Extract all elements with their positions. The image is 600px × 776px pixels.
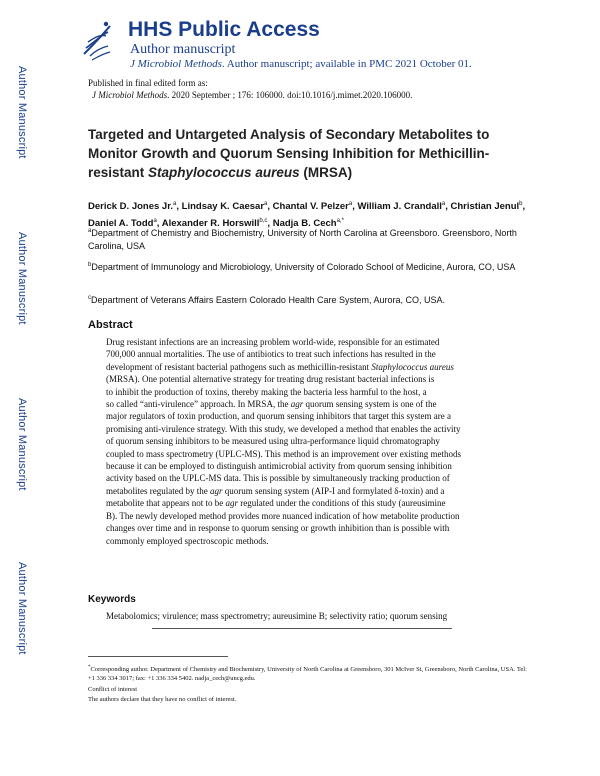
author-name: Derick D. Jones Jr.$^a$ bbox=[88, 201, 177, 213]
hhs-public-access-title: HHS Public Access bbox=[128, 18, 320, 41]
footnote-divider bbox=[88, 656, 228, 657]
keywords-list: Metabolomics; virulence; mass spectrometry; aureusimine B; selectivity ratio; quorum sensing bbox=[106, 611, 448, 621]
author-name: Chantal V. Pelzer$^a$ bbox=[272, 201, 353, 213]
corresponding-author-note: *Corresponding author. Department of Chemistry and Biochemistry, University of North Carolina at Greensboro, 301 McIver St, Greensboro, North Carolina, USA. Tel: +1 336 334 3017; fax: +1 336 334 5402. nadja_cech@uncg.edu. bbox=[88, 665, 527, 682]
abstract-line: to inhibit the production of toxins, thereby making the bacteria less harmful to the host, a bbox=[106, 386, 427, 397]
abstract-line: 700,000 annual mortalities. The use of antibiotics to treat such infections has resulted in the bbox=[106, 349, 436, 360]
citation-journal: J Microbiol Methods bbox=[92, 90, 168, 100]
abstract-body bbox=[106, 336, 498, 547]
citation-line bbox=[92, 90, 412, 100]
abstract-line: Drug resistant infections are an increasing problem world-wide, responsible for an estimated bbox=[106, 337, 440, 347]
article-title-species: Staphylococcus aureus bbox=[148, 165, 300, 180]
author-manuscript-subtitle: Author manuscript bbox=[130, 42, 236, 57]
journal-availability-text: . Author manuscript; available in PMC 2021 October 01. bbox=[221, 58, 472, 70]
author-name: Nadja B. Cech$^{a,*}$ bbox=[272, 218, 344, 230]
affiliation-c: $^c$Department of Veterans Affairs Eastern Colorado Health Care System, Aurora, CO, USA. bbox=[88, 295, 445, 305]
side-label-2: Author Manuscript bbox=[16, 232, 28, 325]
side-label-1: Author Manuscript bbox=[16, 66, 28, 159]
abstract-line: development of resistant bacterial pathogens such as methicillin-resistant Staphylococcus aureus bbox=[106, 361, 454, 372]
abstract-line: changes over time and in response to quorum sensing or growth inhibition than is possible with bbox=[106, 523, 450, 534]
hhs-eagle-logo-icon bbox=[80, 18, 114, 62]
article-title: Targeted and Untargeted Analysis of Secondary Metabolites to Monitor Growth and Quorum Sensing Inhibition for Methicillin-resistant Staphylococcus aureus (MRSA) bbox=[88, 127, 490, 180]
affiliation-b: $^b$Department of Immunology and Microbiology, University of Colorado School of Medicine, Aurora, CO, USA bbox=[88, 262, 516, 272]
journal-availability-line bbox=[130, 58, 472, 70]
affiliation-a: $^a$Department of Chemistry and Biochemistry, University of North Carolina at Greensboro. Greensboro, North Carolina, USA bbox=[88, 228, 517, 251]
published-in-label: Published in final edited form as: bbox=[88, 78, 208, 88]
abstract-line: promising anti-virulence strategy. With this study, we developed a method that enables the activity bbox=[106, 423, 461, 434]
abstract-line: B). The newly developed method provides more nuanced indication of how metabolite production bbox=[106, 510, 460, 521]
author-name: Lindsay K. Caesar$^a$ bbox=[181, 201, 268, 213]
author-name: Alexander R. Horswill$^{b,c}$ bbox=[161, 218, 268, 230]
author-name: Christian Jenul$^b$ bbox=[450, 201, 523, 213]
abstract-line: (MRSA). One potential alternative strategy for treating drug resistant bacterial infections is bbox=[106, 374, 435, 385]
abstract-heading: Abstract bbox=[88, 319, 133, 331]
author-list: Derick D. Jones Jr.$^a$, Lindsay K. Caesar$^a$, Chantal V. Pelzer$^a$, William J. Crandall$^a$, Christian Jenul$^b$, Daniel A. Todd$^a$, Alexander R. Horswill$^{b,c}$, Nadja B. Cech$^{a,*}$ bbox=[88, 201, 526, 230]
conflict-of-interest-text: The authors declare that they have no conflict of interest. bbox=[88, 696, 237, 703]
abstract-line: because it can be employed to distinguish antimicrobial activity from quorum sensing inhibition bbox=[106, 461, 452, 472]
abstract-line: metabolites regulated by the agr quorum sensing system (AIP-I and formylated δ-toxin) and a bbox=[106, 485, 445, 496]
side-label-4: Author Manuscript bbox=[16, 562, 28, 655]
abstract-line: major regulators of toxin production, and quorum sensing inhibitors that target this system are a bbox=[106, 411, 452, 422]
author-name: William J. Crandall$^a$ bbox=[357, 201, 446, 213]
keywords-divider bbox=[152, 628, 452, 629]
author-name: Daniel A. Todd$^a$ bbox=[88, 218, 157, 230]
conflict-of-interest-heading: Conflict of interest bbox=[88, 686, 138, 693]
abstract-line: of quorum sensing inhibitors to be measured using ultra-performance liquid chromatography bbox=[106, 436, 440, 447]
keywords-heading: Keywords bbox=[88, 594, 136, 605]
abstract-line: activity based on the UPLC-MS data. This is possible by simultaneously tracking production of bbox=[106, 473, 450, 484]
citation-details: . 2020 September ; 176: 106000. doi:10.1016/j.mimet.2020.106000. bbox=[167, 90, 413, 100]
abstract-line: commonly employed spectroscopic methods. bbox=[106, 535, 269, 546]
side-label-3: Author Manuscript bbox=[16, 398, 28, 491]
abstract-line: metabolite that appears not to be agr regulated under the conditions of this study (aureusimine bbox=[106, 498, 446, 509]
journal-name: J Microbiol Methods bbox=[130, 58, 222, 70]
abstract-line: so called “anti-virulence” approach. In MRSA, the agr quorum sensing system is one of the bbox=[106, 399, 437, 410]
abstract-line: coupled to mass spectrometry (UPLC-MS). This method is an improvement over existing methods bbox=[106, 448, 462, 459]
